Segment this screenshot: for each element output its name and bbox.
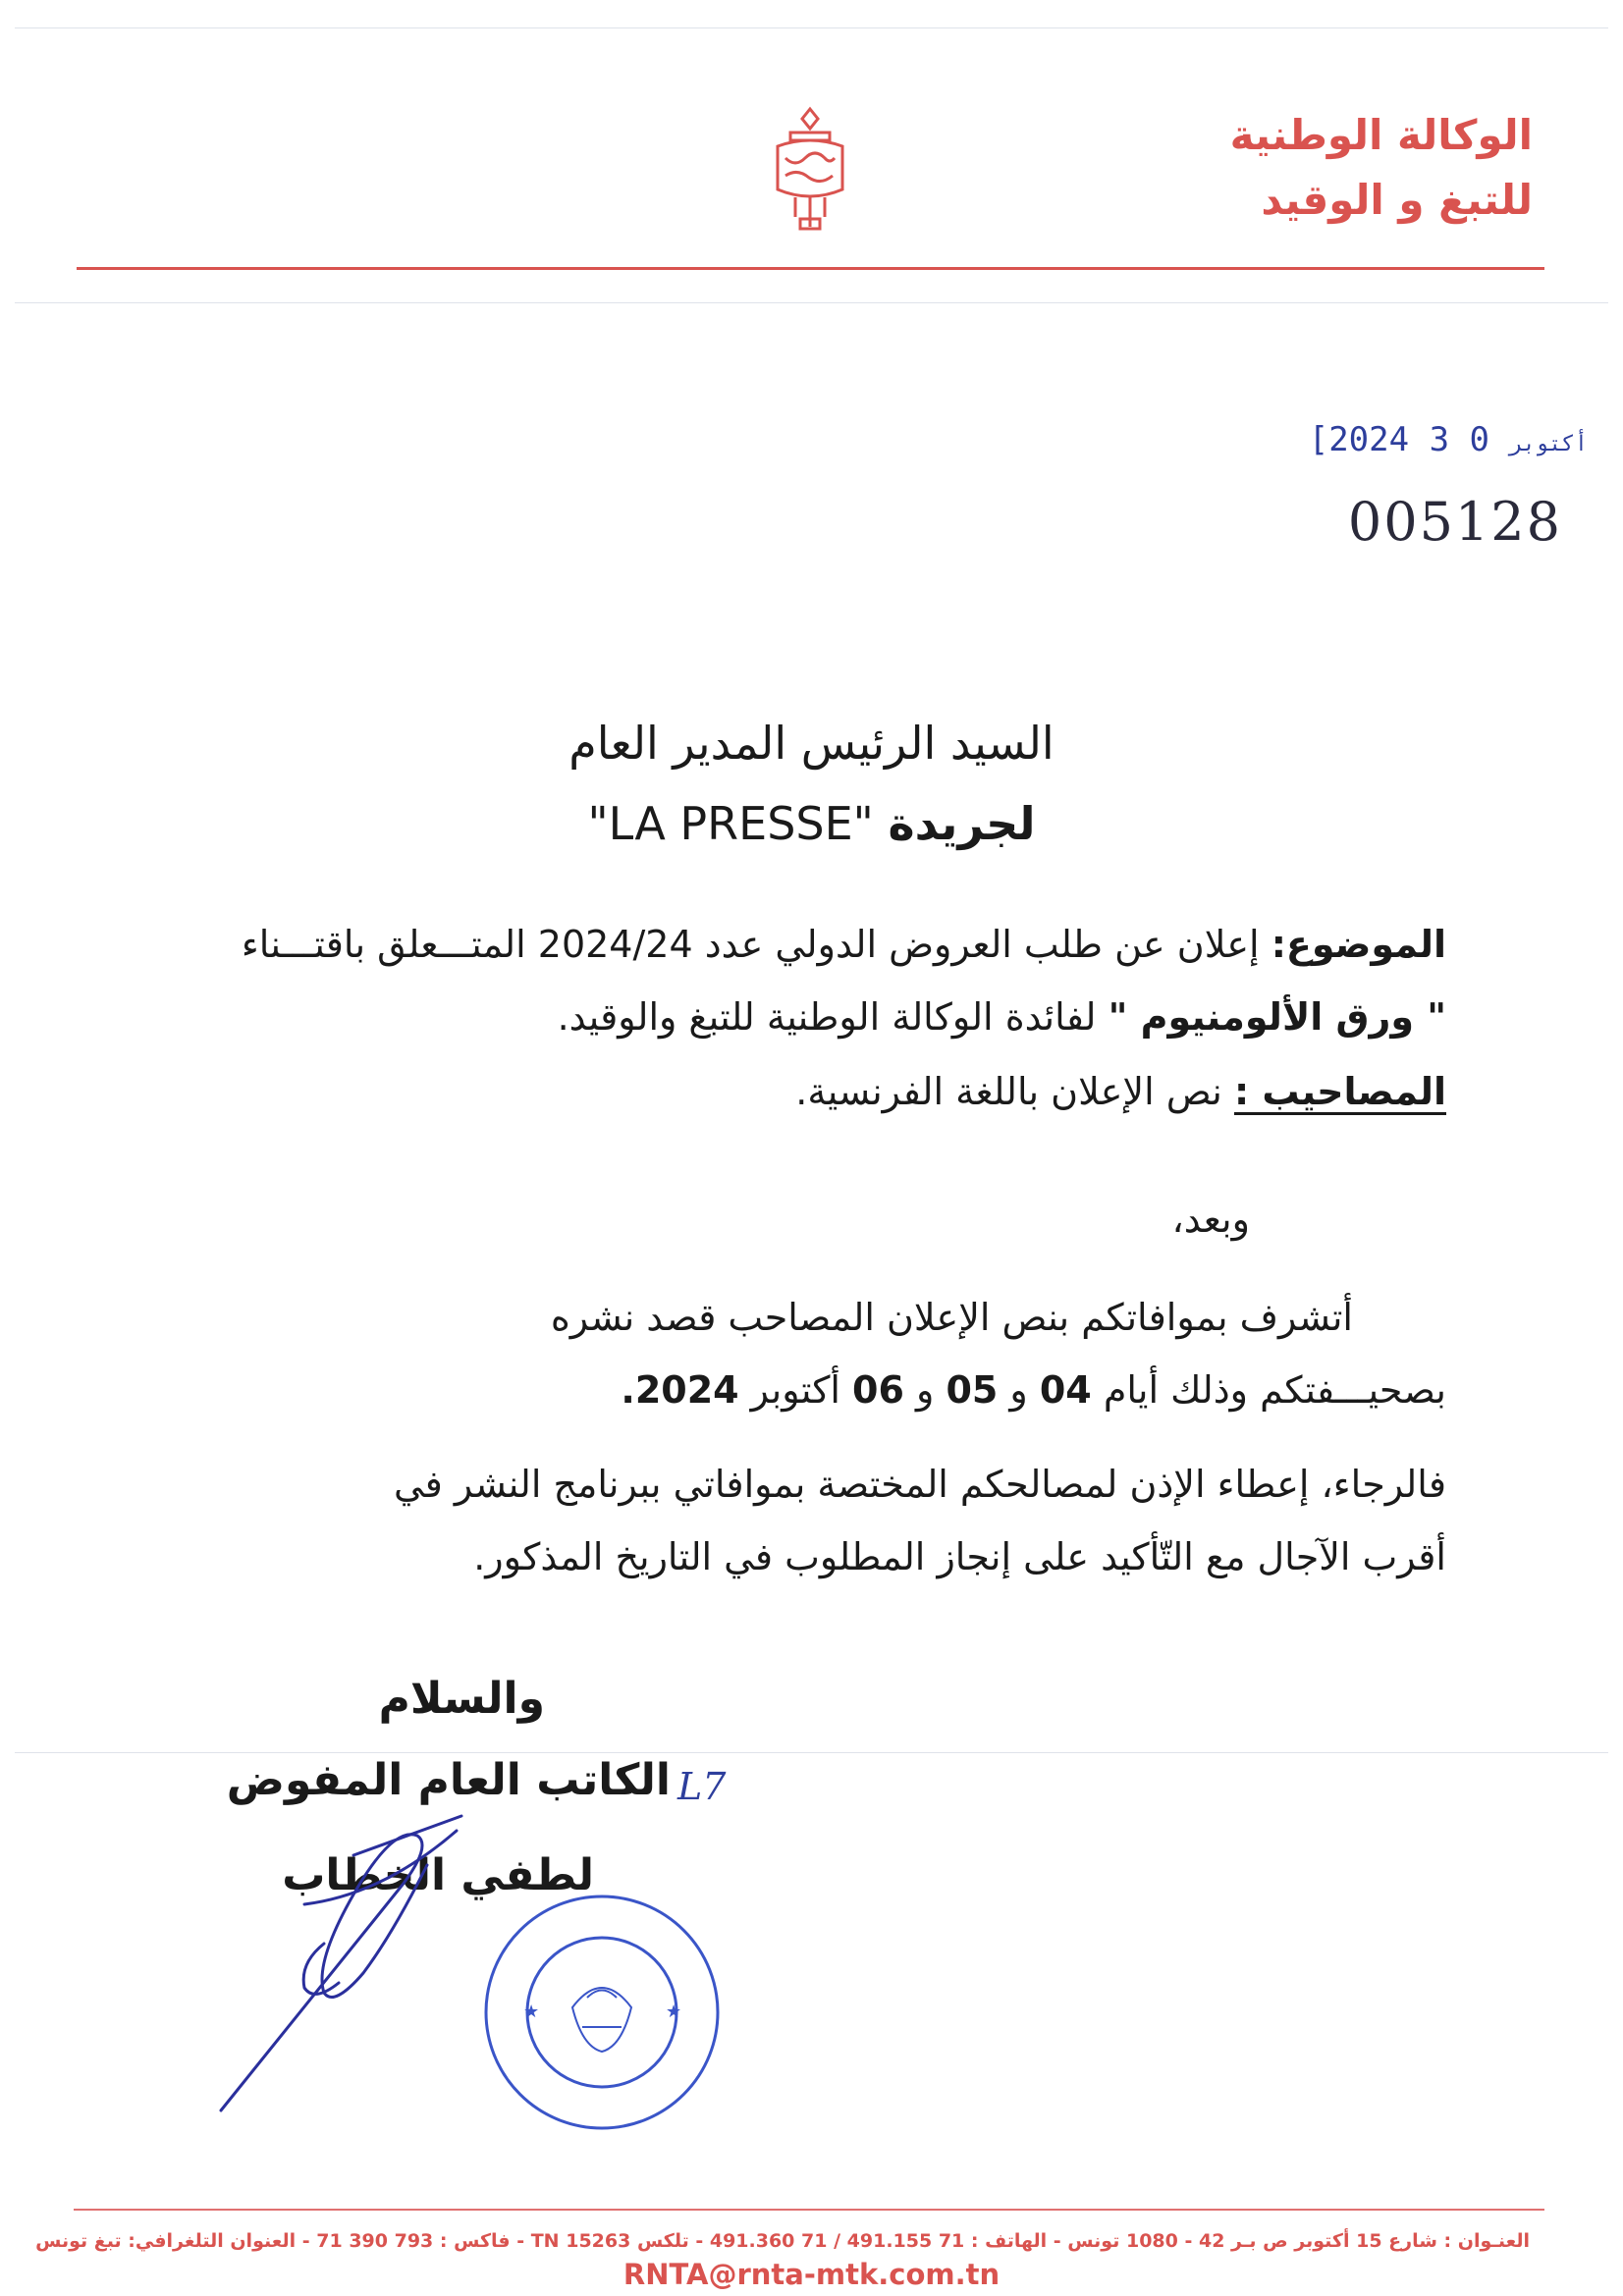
signatory-position: الكاتب العام المفوض xyxy=(226,1755,671,1805)
stamp-month: أكتوبر xyxy=(1509,432,1588,456)
paragraph-1-line1: أتشرف بموافاتكم بنص الإعلان المصاحب قصد نشره xyxy=(550,1296,1353,1339)
attachments-label: المصاحيب : xyxy=(1233,1070,1446,1113)
scan-line xyxy=(15,27,1608,28)
agency-name xyxy=(1230,103,1533,233)
footer-rule xyxy=(74,2209,1544,2211)
subject-text: إعلان عن طلب العروض الدولي عدد 2024/24 المتـــعلق باقتـــناء xyxy=(241,923,1271,966)
subject xyxy=(199,908,1446,1053)
agency-name-line2: للتبغ و الوقيد xyxy=(1261,176,1533,224)
attachments xyxy=(199,1055,1446,1128)
paragraph-2-line2: أقرب الآجال مع التّأكيد على إنجاز المطلوب في التاريخ المذكور. xyxy=(473,1535,1446,1578)
scan-line xyxy=(15,1752,1608,1753)
header-rule xyxy=(77,267,1544,270)
subject-label: الموضوع: xyxy=(1271,923,1446,966)
paragraph-2 xyxy=(199,1448,1446,1593)
recipient-newspaper xyxy=(0,797,1623,850)
p1-year: 2024. xyxy=(621,1368,739,1412)
p1-day-3: 06 xyxy=(852,1368,904,1412)
newspaper-prefix: لجريدة xyxy=(888,797,1036,850)
stamp-day: 0 3 xyxy=(1429,420,1490,459)
scan-line xyxy=(15,302,1608,303)
paragraph-2-line1: فالرجاء، إعطاء الإذن لمصالحكم المختصة بموافاتي ببرنامج النشر في xyxy=(394,1463,1446,1506)
subject-beneficiary: لفائدة الوكالة الوطنية للتبغ والوقيد. xyxy=(557,995,1109,1039)
handwritten-signature xyxy=(206,1806,520,2130)
paragraph-1 xyxy=(273,1281,1446,1426)
p1-day-1: 04 xyxy=(1039,1368,1092,1412)
p1-month: أكتوبر xyxy=(738,1368,853,1412)
subject-item: " ورق الألومنيوم " xyxy=(1108,995,1446,1039)
p1-day-2: 05 xyxy=(946,1368,999,1412)
signatory-name: لطفي الخطاب xyxy=(282,1850,594,1900)
p1-and-1: و xyxy=(998,1368,1040,1412)
reception-date-stamp xyxy=(1309,420,1588,459)
official-seal xyxy=(479,1890,725,2135)
paragraph-1-line2 xyxy=(273,1354,1446,1426)
svg-text:★: ★ xyxy=(666,2002,682,2022)
reference-number: 005128 xyxy=(1347,491,1562,553)
handwritten-initials: L7 xyxy=(677,1765,727,1808)
closing-greeting: والسلام xyxy=(378,1674,545,1724)
attachments-text: نص الإعلان باللغة الفرنسية. xyxy=(795,1070,1234,1113)
agency-logo xyxy=(756,103,864,240)
agency-name-line1: الوكالة الوطنية xyxy=(1229,111,1533,159)
salutation: وبعد، xyxy=(1171,1198,1250,1241)
p1-text: بصحيـــفتكم وذلك أيام xyxy=(1091,1368,1446,1412)
p1-and-2: و xyxy=(903,1368,947,1412)
newspaper-name: "LA PRESSE" xyxy=(587,797,874,850)
footer-email: RNTA@rnta-mtk.com.tn xyxy=(622,2258,1001,2291)
recipient-title: السيد الرئيس المدير العام xyxy=(568,717,1055,770)
svg-text:★: ★ xyxy=(523,2002,540,2022)
stamp-year: [2024 xyxy=(1308,420,1410,459)
footer-address: العنـوان : شارع 15 أكتوبر ص بـر 42 - 1080 تونس - الهاتف : 71 491.155 / 71 491.360 - تلكس 15263 TN - فاكس : 793 390 71 - العنوان التلغرافي: تبغ تونس xyxy=(35,2230,1530,2252)
